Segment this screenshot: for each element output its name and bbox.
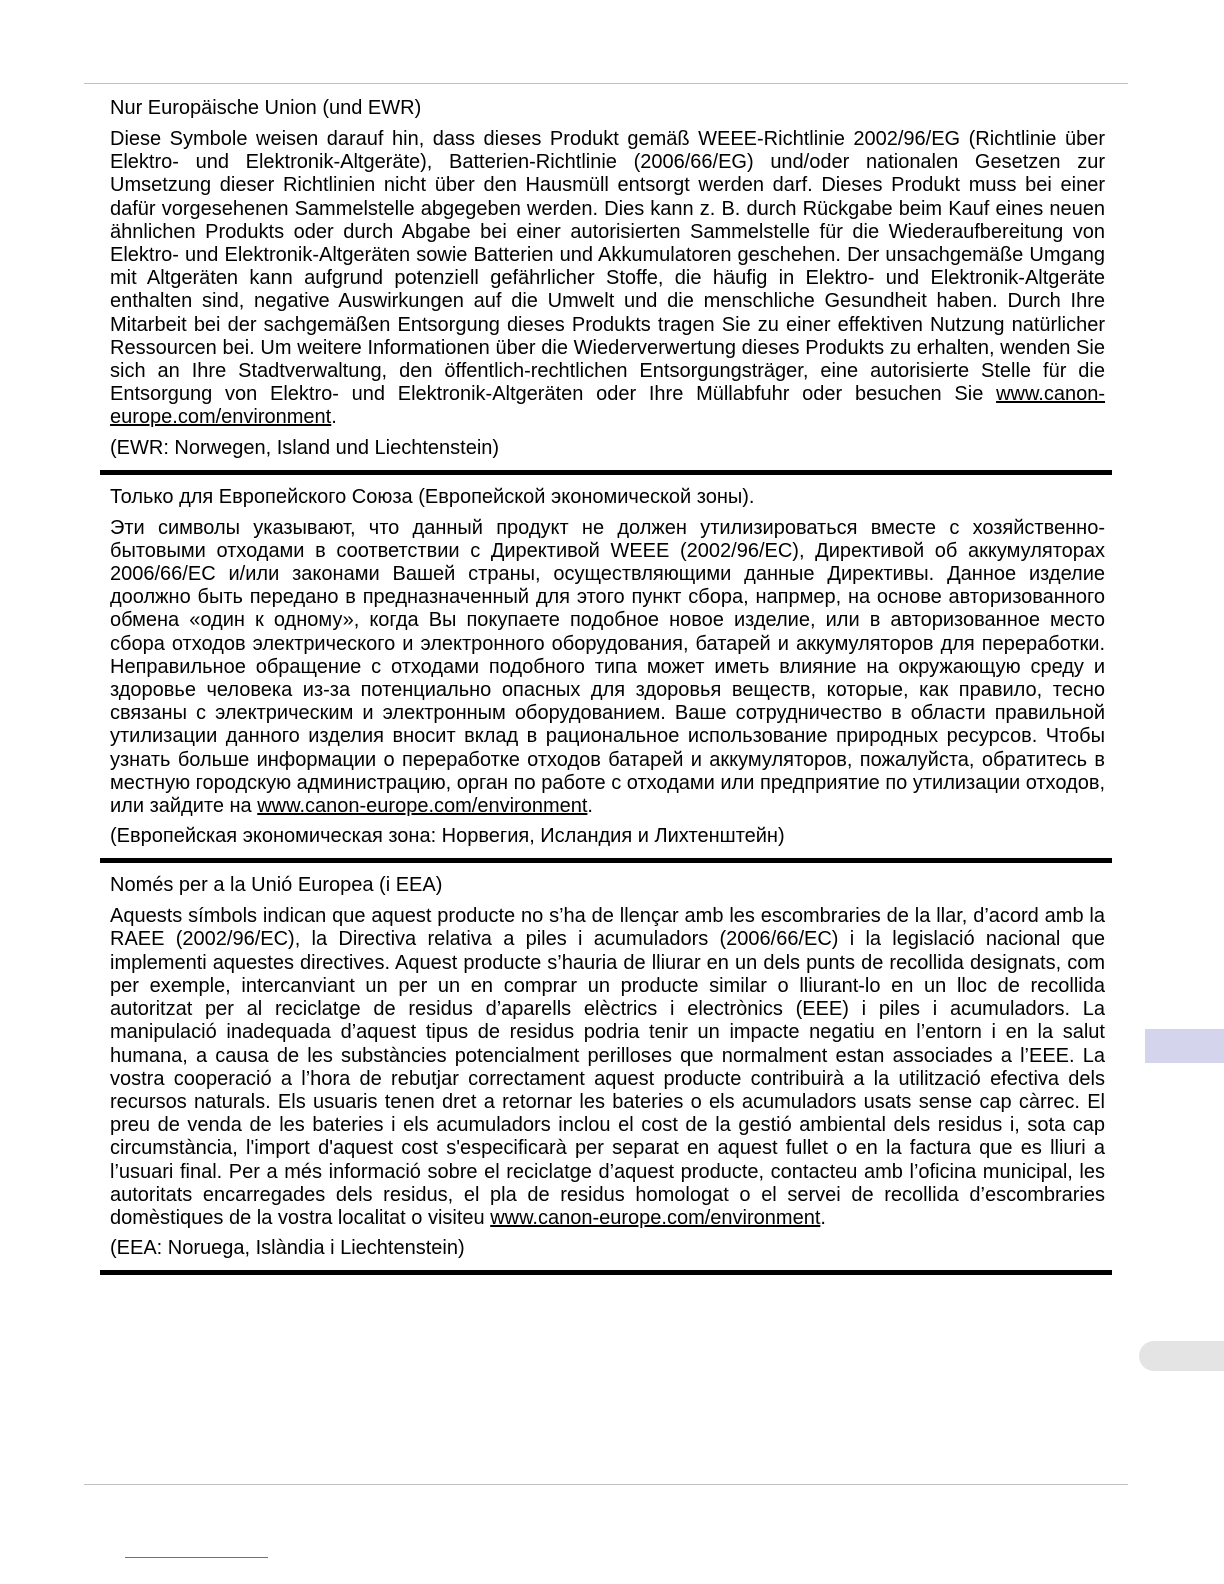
section-body [110,128,1105,430]
section-note: (EWR: Norwegen, Island und Liechtenstein) [110,436,500,459]
footer-divider [84,1484,1128,1485]
section-body [110,905,1105,1230]
environment-link[interactable]: www.canon-europe.com/environment [490,1206,821,1229]
section-heading: Nur Europäische Union (und EWR) [110,97,422,119]
section-divider [100,1270,1112,1275]
section-divider [100,858,1112,863]
chapter-tab[interactable] [1145,1029,1224,1063]
section-body-text: Aquests símbols indican que aquest producte no s’ha de llençar amb les escombraries de la llar, d’acord amb la RAEE (2002/96/EC), la Directiva relativa a piles i acumuladors (2006/66/EC) i la legislació nacional que implementi aquestes directives. Aquest producte s’hauria de lliurar en un dels punts de recollida designats, com per exemple, intercanviant un per un en comprar un producte similar o lliurant-lo en un lloc de recollida autoritzat per al reciclatge de residus d’aparells elèctrics i electrònics (EEE) i piles i acumuladors. La manipulació inadequada d’aquest tipus de residus podria tenir un impacte negatiu en l’entorn i en la salut humana, a causa de les substàncies potencialment perilloses que normalment estan associades a l’EEE. La vostra cooperació a l’hora de rebutjar correctament aquest producte contribuirà a la utilització efectiva dels recursos naturals. Els usuaris tenen dret a retornar les bateries o els acumuladors usats sense cap càrrec. El preu de venda de les bateries i els acumuladors inclou el cost de la gestió ambiental dels residus i, sota cap circumstància, l'import d'aquest cost s'especificarà per separat en aquest fullet o en la factura que es lliuri a l’usuari final. Per a més informació sobre el reciclatge d’aquest producte, contacteu amb l’oficina municipal, les autoritats encarregades dels residus, el pla de residus homologat o el servei de recollida d’escombraries domèstiques de la vostra localitat o visiteu [110,905,1105,1229]
header-divider [84,83,1128,84]
section-heading: Только для Европейского Союза (Европейской экономической зоны). [110,485,755,508]
section-note: (Европейская экономическая зона: Норвегия, Исландия и Лихтенштейн) [110,825,785,848]
section-russian [110,485,1105,864]
section-body-text: Diese Symbole weisen darauf hin, dass dieses Produkt gemäß WEEE-Richtlinie 2002/96/EG (Richtlinie über Elektro- und Elektronik-Altgeräte), Batterien-Richtlinie (2006/66/EG) und/oder nationalen Gesetzen zur Umsetzung dieser Richtlinien nicht über den Hausmüll entsorgt werden darf. Dieses Produkt muss bei einer dafür vorgesehenen Sammelstelle abgegeben werden. Dies kann z. B. durch Rückgabe beim Kauf eines neuen ähnlichen Produkts oder durch Abgabe bei einer autorisierten Sammelstelle für die Wiederaufbereitung von Elektro- und Elektronik-Altgeräten sowie Batterien und Akkumulatoren geschehen. Der unsachgemäße Umgang mit Altgeräten kann aufgrund potenziell gefährlicher Stoffe, die häufig in Elektro- und Elektronik-Altgeräte enthalten sind, negative Auswirkungen auf die Umwelt und die menschliche Gesundheit haben. Durch Ihre Mitarbeit bei der sachgemäßen Entsorgung dieses Produkts tragen Sie zu einer effektiven Nutzung natürlicher Ressourcen bei. Um weitere Informationen über die Wiederverwertung dieses Produkts zu erhalten, wenden Sie sich an Ihre Stadtverwaltung, den öffentlich-rechtlichen Entsorgungsträger, eine autorisierte Stelle für die Entsorgung von Elektro- und Elektronik-Altgeräten oder Ihre Müllabfuhr oder besuchen Sie [110,128,1105,406]
footer-link-underline [125,1557,268,1558]
page-tab[interactable] [1139,1341,1224,1371]
section-heading: Només per a la Unió Europea (i EEA) [110,874,443,897]
section-body-end: . [820,1206,826,1229]
environment-link[interactable]: www.canon-europe.com/environment [110,383,1105,429]
section-body [110,517,1105,819]
section-body-end: . [331,406,337,429]
page-content [110,96,1105,1285]
section-divider [100,470,1112,475]
section-body-end: . [587,795,593,818]
section-german [110,96,1105,475]
section-catalan [110,873,1105,1275]
environment-link[interactable]: www.canon-europe.com/environment [257,795,588,818]
section-note: (EEA: Noruega, Islàndia i Liechtenstein) [110,1237,465,1260]
section-body-text: Эти символы указывают, что данный продукт не должен утилизироваться вместе с хозяйственно-бытовыми отходами в соответствии с Директивой WEEE (2002/96/EC), Директивой об аккумуляторах 2006/66/EC и/или законами Вашей страны, осуществляющими данные Директивы. Данное изделие доолжно быть передано в предназначенный для этого пункт сбора, напрмер, на основе авторизованного обмена «один к одному», когда Вы покупаете подобное новое изделие, или в авторизованное место сбора отходов электрического и электронного оборудования, батарей и аккумуляторов для переработки. Неправильное обращение с отходами подобного типа может иметь влияние на окружающую среду и здоровье человека из-за потенциально опасных для здоровья веществ, которые, как правило, тесно связаны с электрическим и электронным оборудованием. Ваше сотрудничество в области правильной утилизации данного изделия вносит вклад в рациональное использование природных ресурсов. Чтобы узнать больше информации о переработке отходов батарей и аккумуляторов, пожалуйста, обратитесь в местную городскую администрацию, орган по работе с отходами или предприятие по утилизации отходов, или зайдите на [110,516,1105,818]
